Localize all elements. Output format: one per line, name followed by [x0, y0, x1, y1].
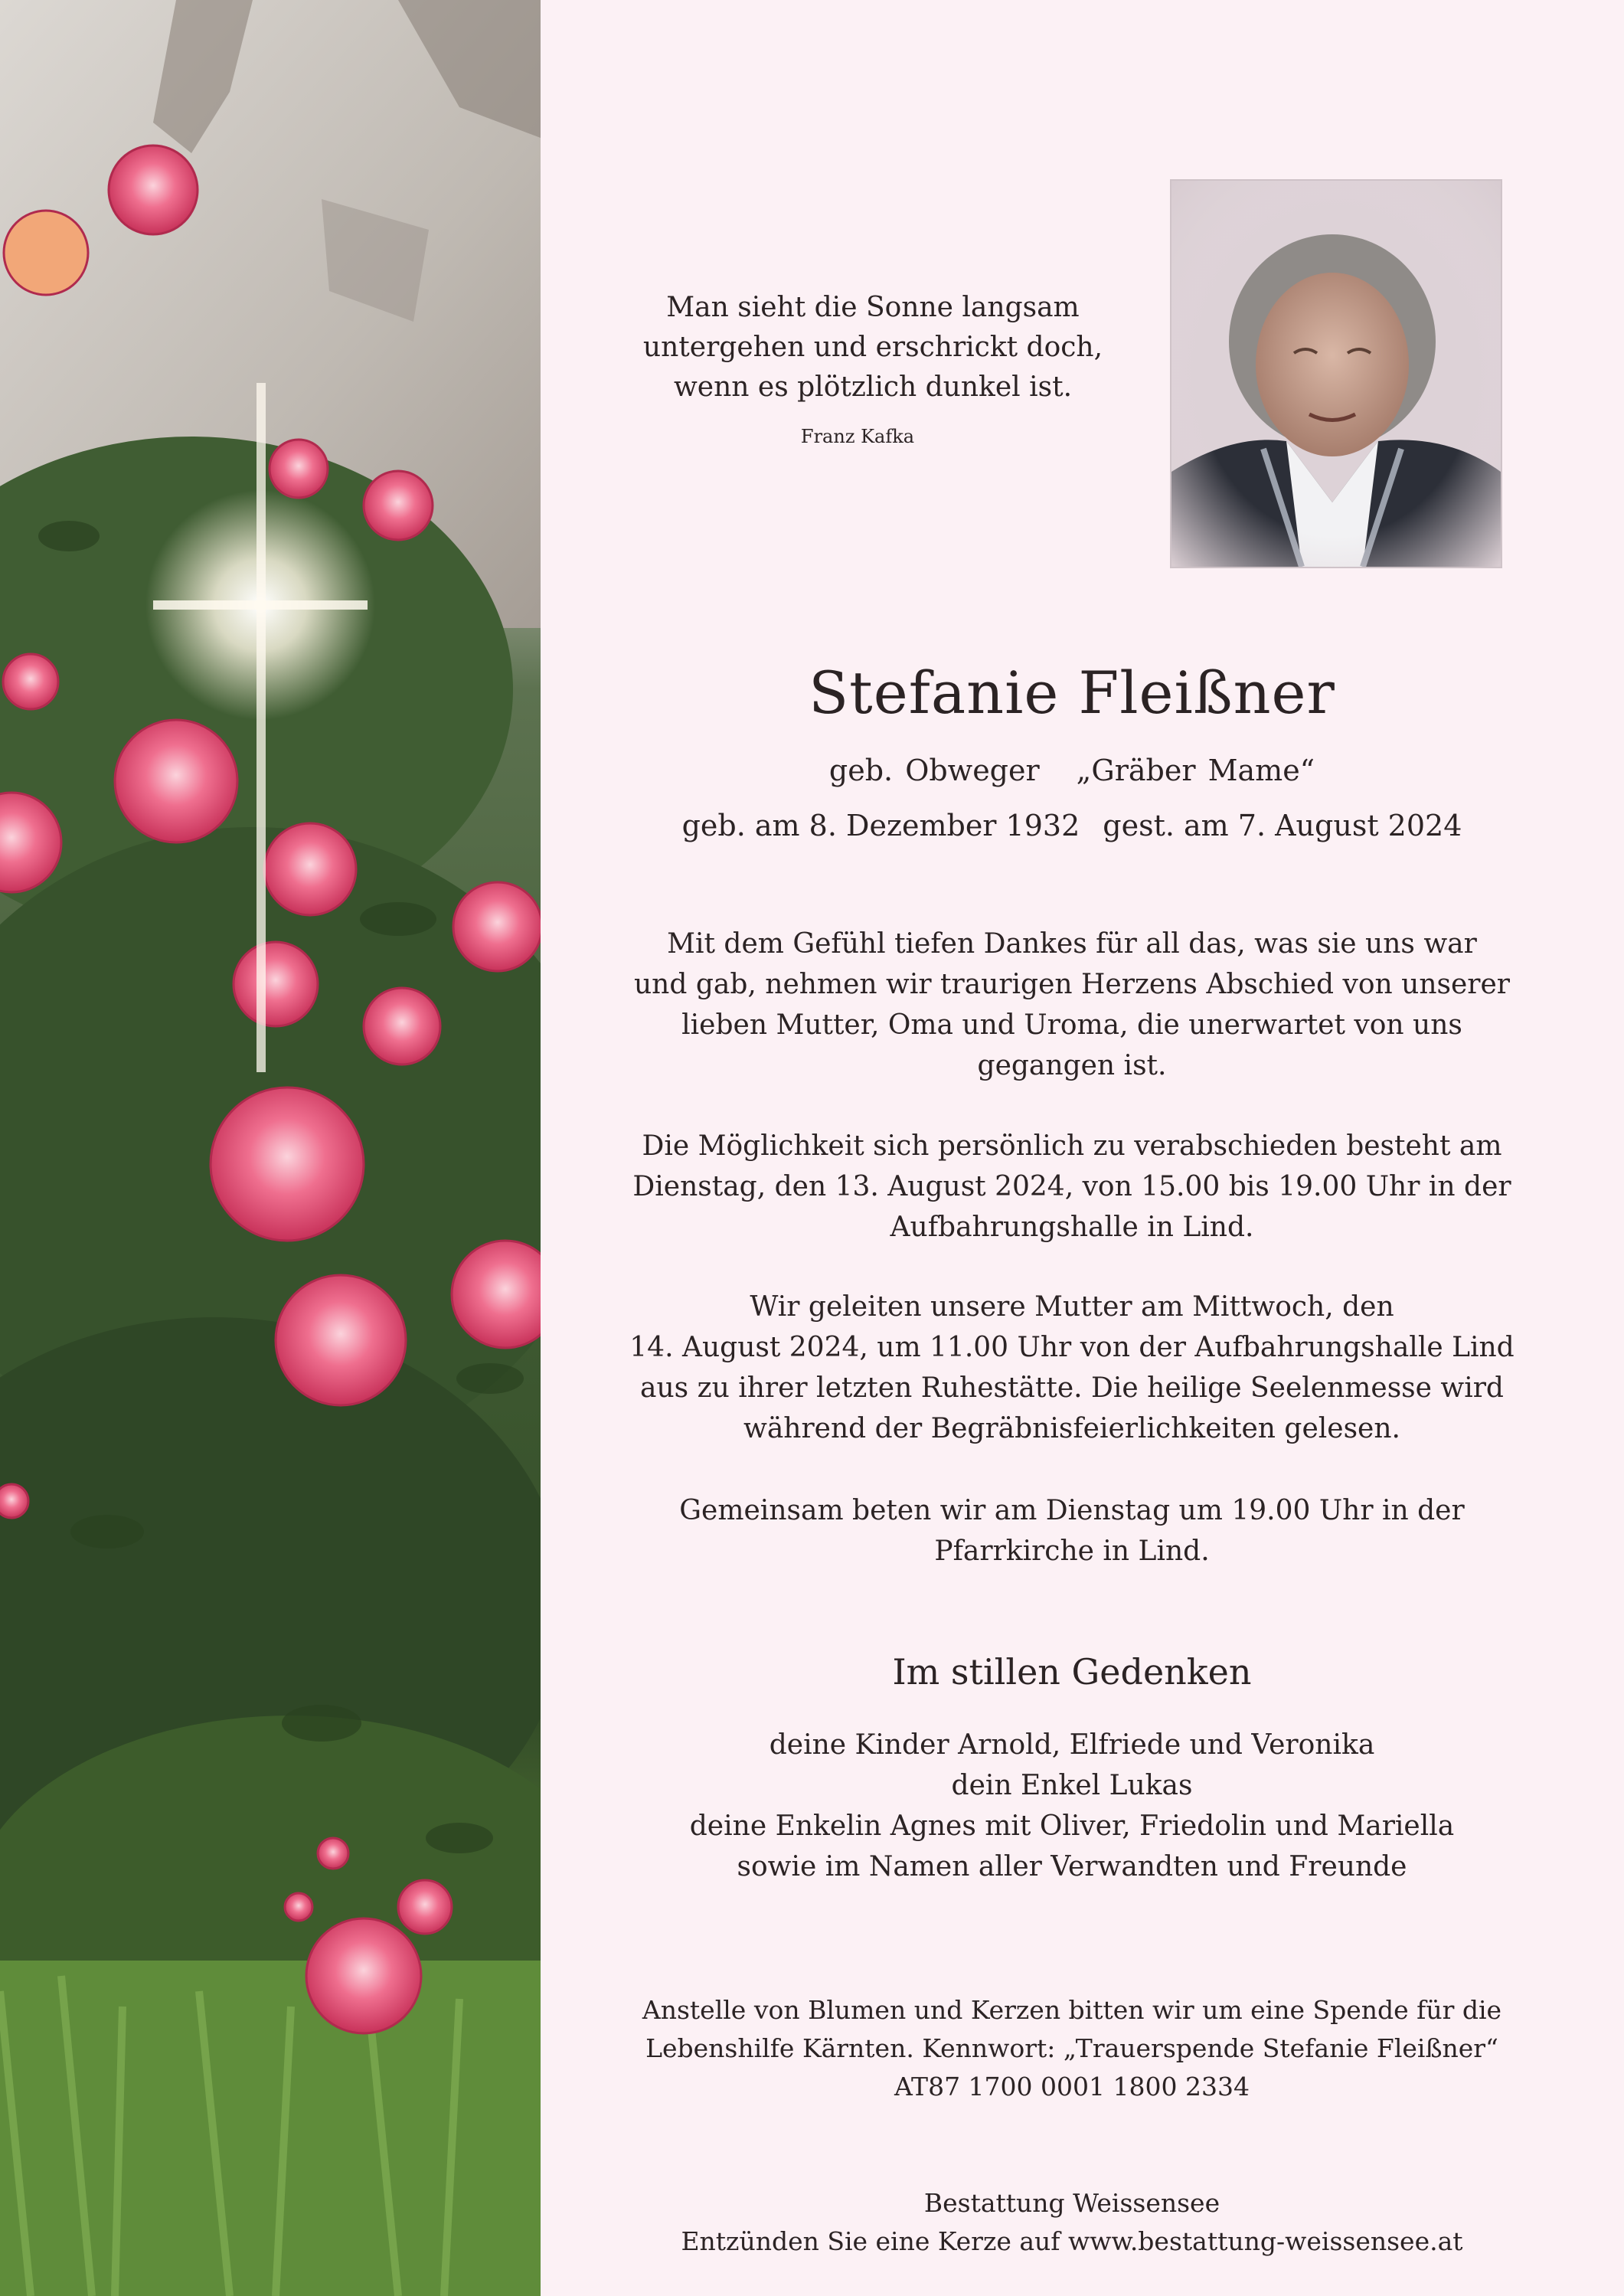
farewell-paragraph — [628, 1126, 1516, 1248]
rose-photo-illustration — [0, 0, 541, 2296]
deceased-name: Stefanie Fleißner — [809, 659, 1335, 727]
family-line: deine Kinder Arnold, Elfriede und Veronika — [769, 1729, 1375, 1761]
donation-note — [628, 1991, 1516, 2106]
birth-date: geb. am 8. Dezember 1932 — [681, 809, 1080, 842]
family-line: deine Enkelin Agnes mit Oliver, Friedolin und Mariella — [689, 1810, 1455, 1842]
rose-bush-photo — [0, 0, 541, 2296]
portrait-photo — [1170, 179, 1502, 568]
donation-line: Anstelle von Blumen und Kerzen bitten wir um eine Spende für die — [642, 1995, 1502, 2025]
quote-author: Franz Kafka — [800, 426, 915, 447]
portrait-illustration — [1171, 181, 1501, 567]
text-line: und gab, nehmen wir traurigen Herzens Abschied von unserer — [633, 969, 1511, 1000]
quote-line: untergehen und erschrickt doch, — [642, 332, 1103, 363]
death-date: gest. am 7. August 2024 — [1103, 809, 1462, 842]
footer — [628, 2184, 1516, 2261]
text-line: Wir geleiten unsere Mutter am Mittwoch, den — [750, 1291, 1394, 1323]
text-line: Gemeinsam beten wir am Dienstag um 19.00 Uhr in der — [679, 1495, 1465, 1526]
text-line: Die Möglichkeit sich persönlich zu verabschieden besteht am — [642, 1130, 1502, 1162]
text-line: Pfarrkirche in Lind. — [934, 1536, 1210, 1567]
text-line: Aufbahrungshalle in Lind. — [890, 1212, 1254, 1243]
funeral-paragraph — [628, 1287, 1516, 1449]
quote-line: Man sieht die Sonne langsam — [666, 292, 1080, 323]
thanks-paragraph — [628, 924, 1516, 1086]
quote-line: wenn es plötzlich dunkel ist. — [673, 371, 1073, 403]
maiden-name: geb. Obweger — [828, 754, 1040, 787]
family-line: sowie im Namen aller Verwandten und Freunde — [737, 1851, 1407, 1882]
memorial-heading: Im stillen Gedenken — [892, 1651, 1252, 1693]
quote — [628, 288, 1118, 407]
text-line: lieben Mutter, Oma und Uroma, die unerwartet von uns — [681, 1009, 1462, 1041]
text-line: Dienstag, den 13. August 2024, von 15.00 bis 19.00 Uhr in der — [632, 1171, 1511, 1202]
company-name: Bestattung Weissensee — [923, 2188, 1220, 2218]
text-line: 14. August 2024, um 11.00 Uhr von der Aufbahrungshalle Lind — [629, 1332, 1515, 1363]
family-list — [628, 1725, 1516, 1887]
text-line: aus zu ihrer letzten Ruhestätte. Die heilige Seelenmesse wird — [640, 1372, 1504, 1404]
text-line: während der Begräbnisfeierlichkeiten gelesen. — [743, 1413, 1400, 1444]
text-line: Mit dem Gefühl tiefen Dankes für all das, was sie uns war — [667, 928, 1477, 960]
candle-link-text[interactable]: Entzünden Sie eine Kerze auf www.bestattung-weissensee.at — [681, 2226, 1463, 2256]
prayer-paragraph — [628, 1490, 1516, 1572]
family-line: dein Enkel Lukas — [951, 1770, 1193, 1801]
nickname: „Gräber Mame“ — [1076, 754, 1315, 787]
donation-line: Lebenshilfe Kärnten. Kennwort: „Trauerspende Stefanie Fleißner“ — [645, 2033, 1498, 2063]
iban: AT87 1700 0001 1800 2334 — [894, 2072, 1250, 2101]
life-dates — [651, 809, 1493, 842]
text-line: gegangen ist. — [977, 1050, 1167, 1081]
name-subtitle — [689, 754, 1455, 787]
